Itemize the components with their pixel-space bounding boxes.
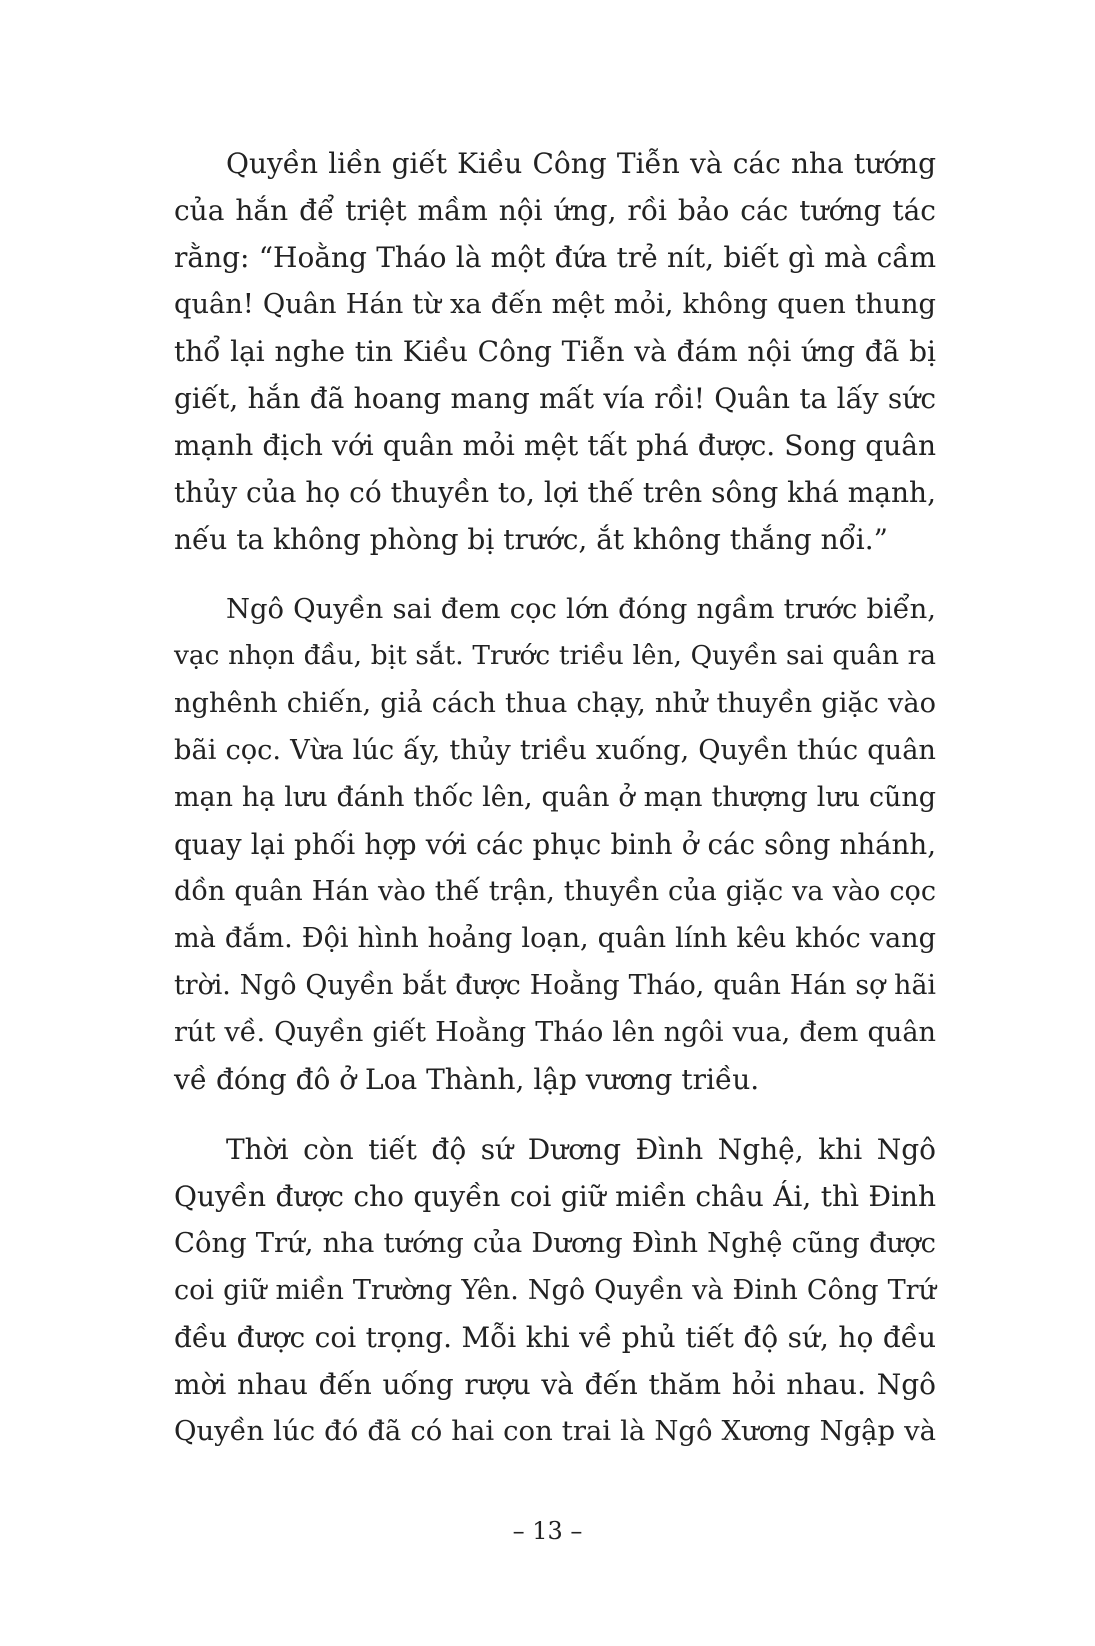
text-line: rút về. Quyền giết Hoằng Tháo lên ngôi vua, đem quân [174, 1017, 936, 1048]
page-number: – 13 – [512, 1517, 583, 1545]
text-line: mạnh địch với quân mỏi mệt tất phá được. Song quân [174, 429, 936, 462]
text-line: mạn hạ lưu đánh thốc lên, quân ở mạn thượng lưu cũng [174, 782, 936, 813]
text-line: nếu ta không phòng bị trước, ắt không thắng nổi.” [174, 523, 888, 556]
text-line: Thời còn tiết độ sứ Dương Đình Nghệ, khi Ngô [226, 1133, 936, 1166]
text-line: coi giữ miền Trường Yên. Ngô Quyền và Đinh Công Trứ [174, 1275, 936, 1306]
paragraph-3 [174, 1126, 936, 1455]
text-line: mà đắm. Đội hình hoảng loạn, quân lính kêu khóc vang [174, 923, 936, 954]
paragraph-2 [174, 586, 936, 1103]
text-line: rằng: “Hoằng Tháo là một đứa trẻ nít, biết gì mà cầm [174, 241, 936, 274]
text-line: trời. Ngô Quyền bắt được Hoằng Tháo, quân Hán sợ hãi [174, 970, 936, 1001]
text-line: của hắn để triệt mầm nội ứng, rồi bảo các tướng tác [174, 194, 936, 227]
text-line: giết, hắn đã hoang mang mất vía rồi! Quân ta lấy sức [174, 382, 936, 415]
text-line: quân! Quân Hán từ xa đến mệt mỏi, không quen thung [174, 289, 936, 320]
text-line: Quyền lúc đó đã có hai con trai là Ngô Xương Ngập và [174, 1416, 936, 1447]
text-line: bãi cọc. Vừa lúc ấy, thủy triều xuống, Quyền thúc quân [174, 735, 936, 766]
text-line: mời nhau đến uống rượu và đến thăm hỏi nhau. Ngô [174, 1368, 936, 1401]
text-line: Quyền được cho quyền coi giữ miền châu Ái, thì Đinh [174, 1180, 936, 1213]
body-text [174, 140, 936, 1478]
text-line: thủy của họ có thuyền to, lợi thế trên sông khá mạnh, [174, 476, 936, 509]
text-line: nghênh chiến, giả cách thua chạy, nhử thuyền giặc vào [174, 688, 936, 719]
text-line: về đóng đô ở Loa Thành, lập vương triều. [174, 1063, 760, 1096]
paragraph-1 [174, 140, 936, 563]
text-line: thổ lại nghe tin Kiều Công Tiễn và đám nội ứng đã bị [174, 335, 936, 368]
text-line: đều được coi trọng. Mỗi khi về phủ tiết độ sứ, họ đều [174, 1321, 936, 1354]
text-line: Ngô Quyền sai đem cọc lớn đóng ngầm trước biển, [226, 594, 936, 625]
text-line: Quyền liền giết Kiều Công Tiễn và các nha tướng [226, 147, 936, 180]
text-line: Công Trứ, nha tướng của Dương Đình Nghệ cũng được [174, 1228, 936, 1259]
text-line: vạc nhọn đầu, bịt sắt. Trước triều lên, Quyền sai quân ra [174, 641, 936, 671]
text-line: quay lại phối hợp với các phục binh ở các sông nhánh, [174, 828, 936, 861]
text-line: dồn quân Hán vào thế trận, thuyền của giặc va vào cọc [174, 876, 936, 907]
